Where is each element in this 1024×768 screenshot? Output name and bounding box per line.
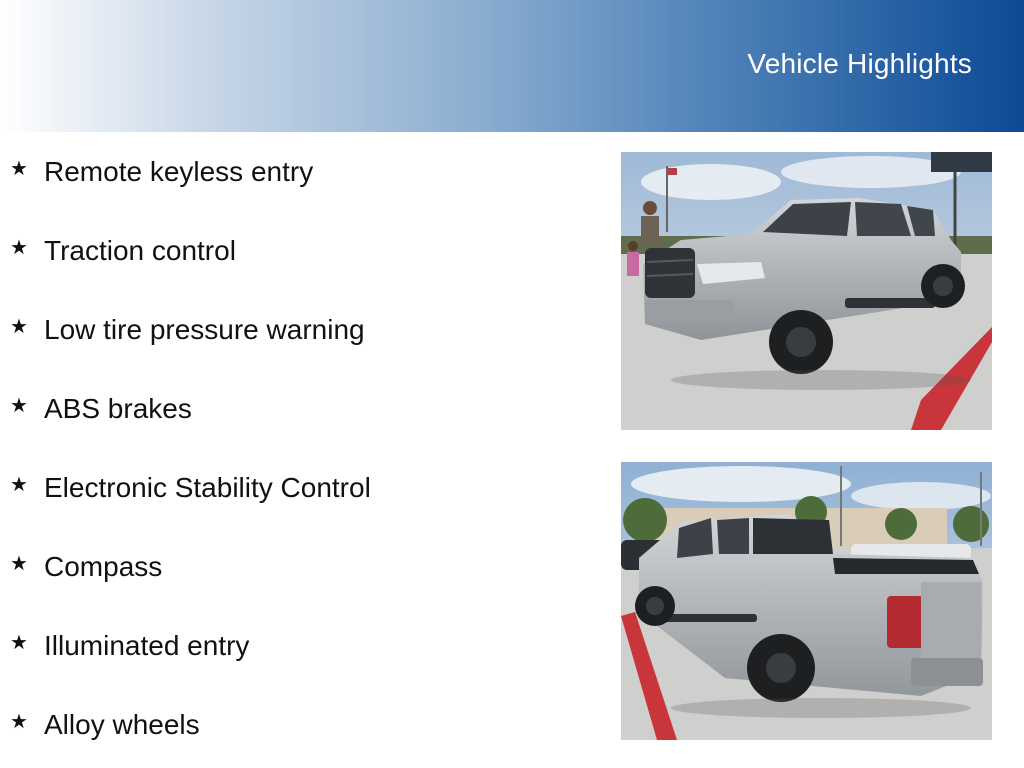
star-icon: ★	[10, 158, 28, 180]
feature-item	[10, 468, 570, 547]
star-icon: ★	[10, 237, 28, 259]
star-icon: ★	[10, 395, 28, 417]
vehicle-photo-front	[621, 152, 992, 430]
feature-list	[10, 152, 570, 768]
star-icon: ★	[10, 632, 28, 654]
feature-item	[10, 231, 570, 310]
feature-label: Traction control	[44, 235, 236, 266]
star-icon: ★	[10, 711, 28, 733]
feature-label: Remote keyless entry	[44, 156, 314, 187]
feature-item	[10, 705, 570, 768]
feature-item	[10, 310, 570, 389]
feature-item	[10, 152, 570, 231]
feature-label: Compass	[44, 551, 163, 582]
star-icon: ★	[10, 553, 28, 575]
feature-label: Alloy wheels	[44, 709, 200, 740]
feature-label: Illuminated entry	[44, 630, 250, 661]
feature-item	[10, 389, 570, 468]
feature-label: Electronic Stability Control	[44, 472, 371, 503]
star-icon: ★	[10, 474, 28, 496]
feature-item	[10, 547, 570, 626]
header-banner	[0, 0, 1024, 132]
vehicle-photo-rear	[621, 462, 992, 740]
star-icon: ★	[10, 316, 28, 338]
feature-item	[10, 626, 570, 705]
feature-label: Low tire pressure warning	[44, 314, 365, 345]
page-title: Vehicle Highlights	[747, 48, 972, 79]
feature-label: ABS brakes	[44, 393, 192, 424]
